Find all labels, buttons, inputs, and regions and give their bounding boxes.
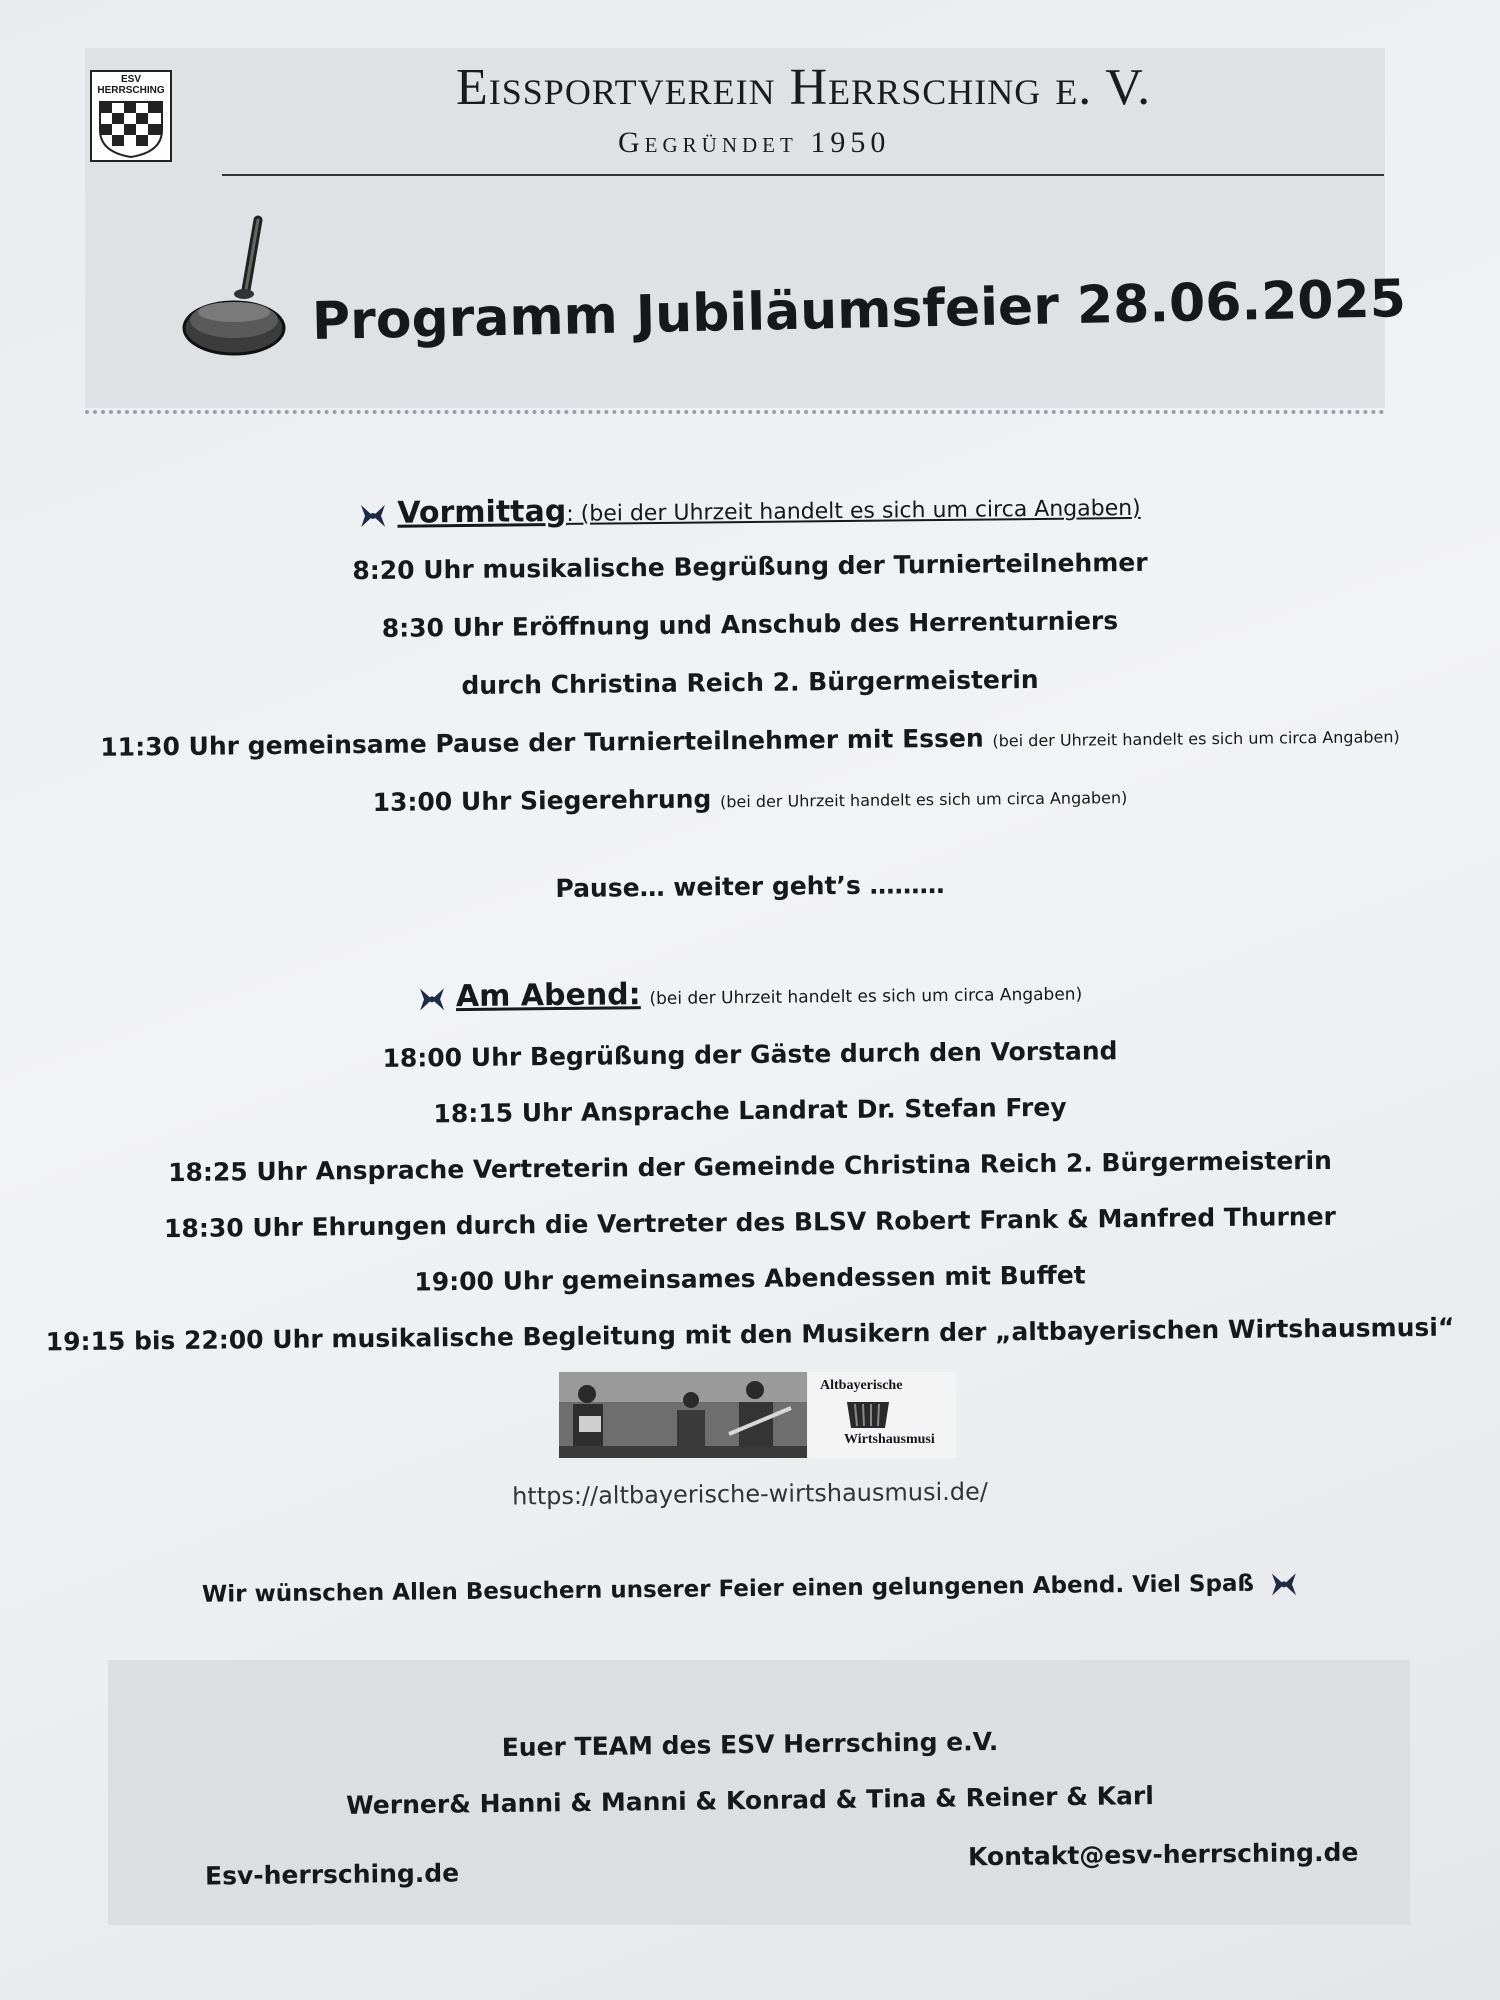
club-logo (90, 70, 172, 162)
evening-heading-row (0, 968, 1500, 1019)
evening-item (0, 1144, 1500, 1189)
band-photo (559, 1372, 807, 1458)
morning-heading-note: : (bei der Uhrzeit handelt es sich um circa Angaben) (566, 495, 1141, 527)
band-link[interactable]: https://altbayerische-wirtshausmusi.de/ (511, 1477, 989, 1511)
evening-heading-note: (bei der Uhrzeit handelt es sich um circa Angaben) (649, 984, 1083, 1010)
footer-team: Euer TEAM des ESV Herrsching e.V. (501, 1726, 999, 1763)
club-name: Eissportverein Herrsching e. V. (456, 59, 1152, 116)
accordion-icon (843, 1398, 893, 1430)
evening-item (0, 1088, 1500, 1133)
morning-item (0, 544, 1500, 589)
band-logo-line2: Wirtshausmusi (844, 1432, 935, 1447)
footer-email[interactable]: Kontakt@esv-herrsching.de (967, 1837, 1359, 1872)
evening-item (0, 1200, 1500, 1245)
evening-item (0, 1312, 1500, 1357)
evening-item-text: 18:30 Uhr Ehrungen durch die Vertreter des BLSV Robert Frank & Manfred Thurner (163, 1201, 1337, 1244)
morning-item (0, 776, 1500, 821)
evening-item-text: 18:15 Uhr Ansprache Landrat Dr. Stefan Frey (433, 1092, 1067, 1129)
dotted-divider (85, 410, 1385, 414)
morning-item-text: durch Christina Reich 2. Bürgermeisterin (461, 664, 1039, 701)
evening-item (0, 1032, 1500, 1077)
footer-website[interactable]: Esv-herrsching.de (204, 1858, 460, 1891)
morning-item (0, 602, 1500, 647)
curling-stock-icon (180, 212, 290, 362)
musicians-photo-graphic (559, 1372, 807, 1458)
morning-heading-row (0, 484, 1500, 535)
morning-item-note: (bei der Uhrzeit handelt es sich um circa Angaben) (719, 788, 1128, 812)
morning-item (0, 660, 1500, 705)
evening-heading: Am Abend: (455, 977, 641, 1015)
pause-line (0, 864, 1500, 909)
morning-item-text: 11:30 Uhr gemeinsame Pause der Turnierteilnehmer mit Essen (100, 723, 984, 762)
evening-item-text: 18:25 Uhr Ansprache Vertreterin der Gemeinde Christina Reich 2. Bürgermeisterin (167, 1145, 1333, 1188)
morning-item-text: 8:20 Uhr musikalische Begrüßung der Turnierteilnehmer (352, 547, 1148, 586)
morning-item-text: 8:30 Uhr Eröffnung und Anschub des Herrenturniers (381, 606, 1119, 643)
morning-heading: Vormittag (397, 493, 567, 531)
evening-item (0, 1256, 1500, 1301)
band-link-row (0, 1472, 1500, 1516)
page-title: Programm Jubiläumsfeier 28.06.2025 (311, 269, 1407, 352)
logo-text: ESV HERRSCHING (97, 74, 165, 96)
header-divider (222, 174, 1384, 176)
morning-item-text: 13:00 Uhr Siegerehrung (372, 784, 712, 817)
founded-line: Gegründet 1950 (618, 126, 891, 159)
evening-item-text: 18:00 Uhr Begrüßung der Gäste durch den Vorstand (382, 1036, 1118, 1073)
evening-item-text: 19:15 bis 22:00 Uhr musikalische Begleitung mit den Musikern der „altbayerischen Wirtshausmusi“ (45, 1312, 1455, 1357)
evening-item-text: 19:00 Uhr gemeinsames Abendessen mit Buffet (414, 1260, 1086, 1297)
bow-bullet-icon (418, 986, 446, 1012)
closing-text: Wir wünschen Allen Besuchern unserer Feier einen gelungenen Abend. Viel Spaß (201, 1570, 1255, 1608)
morning-item (0, 718, 1500, 763)
band-logo (808, 1372, 956, 1458)
checkered-crest-icon (98, 100, 164, 158)
closing-line (0, 1568, 1500, 1610)
bow-bullet-icon (1270, 1571, 1298, 1597)
bow-bullet-icon (359, 503, 387, 529)
morning-item-note: (bei der Uhrzeit handelt es sich um circa Angaben) (992, 727, 1400, 751)
band-logo-line1: Altbayerische (820, 1378, 903, 1393)
pause-text: Pause… weiter geht’s ……… (555, 869, 945, 904)
footer-names: Werner& Hanni & Manni & Konrad & Tina & Reiner & Karl (345, 1781, 1155, 1820)
